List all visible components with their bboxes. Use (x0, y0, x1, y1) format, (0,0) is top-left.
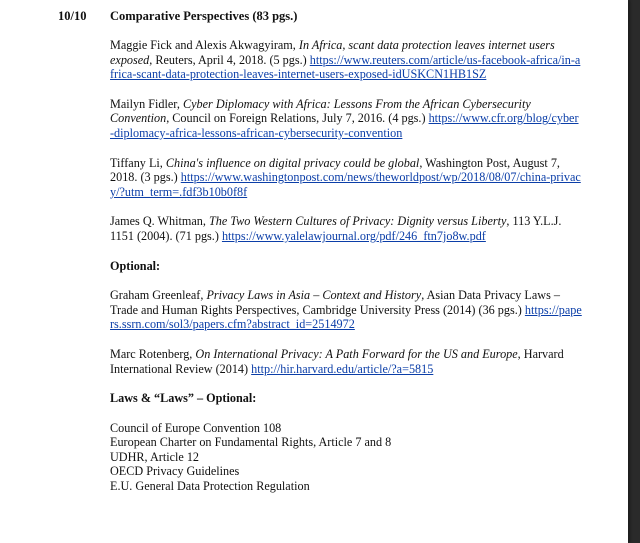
reading-entry (110, 97, 582, 141)
reading-entry (110, 214, 582, 243)
reading-details: , 113 Y.L.J. 1151 (2004). (71 pgs.) (110, 214, 562, 243)
reading-authors: Maggie Fick and Alexis Akwagyiram, (110, 38, 299, 52)
optional-heading: Optional: (110, 258, 161, 273)
reading-authors: Marc Rotenberg, (110, 346, 196, 361)
optional-entry (110, 288, 582, 332)
reading-details: , Asian Data Privacy Laws – Trade and Human Rights Perspectives, Cambridge University Press (2014) (36 pgs.) (110, 288, 560, 317)
reading-details: , Washington Post, August 7, 2018. (3 pgs.) (110, 155, 560, 185)
reading-authors: Tiffany Li, (110, 155, 166, 170)
law-item: OECD Privacy Guidelines (110, 464, 240, 479)
reading-authors: Mailyn Fidler, (110, 96, 183, 111)
reading-title: In Africa, scant data protection leaves internet users exposed (110, 38, 555, 67)
reading-details: , Harvard International Review (2014) (110, 346, 564, 376)
optional-entry (110, 347, 582, 376)
reading-entry (110, 38, 582, 82)
reading-authors: Graham Greenleaf, (110, 288, 207, 303)
reading-title: China's influence on digital privacy could be global (165, 155, 420, 170)
reading-title: The Two Western Cultures of Privacy: Dignity versus Liberty (208, 214, 507, 229)
reading-entry (110, 156, 582, 200)
reading-authors: James Q. Whitman, (110, 214, 209, 229)
law-item: Council of Europe Convention 108 (110, 420, 282, 435)
session-title: Comparative Perspectives (83 pgs.) (110, 9, 298, 23)
reading-title: On International Privacy: A Path Forward for the US and Europe (195, 346, 518, 361)
reading-link[interactable]: https://papers.ssrn.com/sol3/papers.cfm?abstract_id=2514972 (110, 302, 582, 332)
reading-title: Privacy Laws in Asia – Context and History (206, 288, 422, 303)
reading-content (110, 38, 582, 494)
reading-title: Cyber Diplomacy with Africa: Lessons From the African Cybersecurity Convention (110, 96, 531, 126)
reading-details: , Reuters, April 4, 2018. (5 pgs.) (149, 52, 310, 67)
session-number: 10/10 (58, 9, 87, 23)
laws-heading: Laws & “Laws” – Optional: (110, 391, 257, 406)
reading-link[interactable]: https://www.yalelawjournal.org/pdf/246_ftn7jo8w.pdf (221, 228, 486, 243)
law-item: UDHR, Article 12 (110, 449, 200, 464)
reading-link[interactable]: https://www.washingtonpost.com/news/theworldpost/wp/2018/08/07/china-privacy/?utm_term=.fdf3b10b0f8f (110, 170, 581, 199)
reading-link[interactable]: https://www.reuters.com/article/us-facebook-africa/in-africa-scant-data-protection-leaves-internet-users-exposed-idUSKCN1HB1SZ (110, 52, 581, 82)
reading-link[interactable]: http://hir.harvard.edu/article/?a=5815 (251, 361, 434, 376)
laws-list (110, 421, 582, 494)
reading-details: , Council on Foreign Relations, July 7, 2016. (4 pgs.) (166, 111, 429, 126)
law-item: European Charter on Fundamental Rights, Article 7 and 8 (110, 435, 392, 450)
reading-link[interactable]: https://www.cfr.org/blog/cyber-diplomacy-africa-lessons-african-cybersecurity-convention (110, 111, 579, 140)
session-heading (58, 9, 297, 24)
law-item: E.U. General Data Protection Regulation (110, 479, 310, 494)
